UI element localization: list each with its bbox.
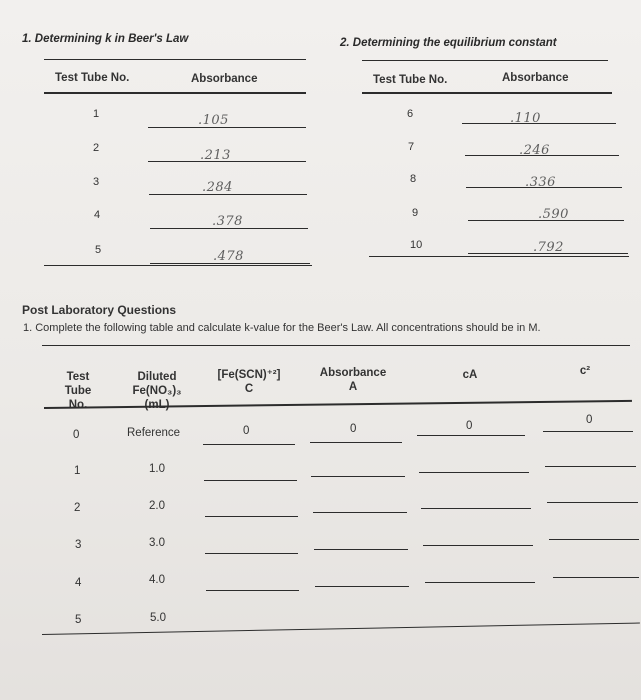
th-c2: c² — [579, 365, 591, 377]
s1-answer-line-2 — [148, 161, 306, 162]
s1-answer-line-3 — [149, 194, 307, 195]
row1-a-line — [311, 476, 405, 477]
s1-answer-line-5 — [150, 263, 310, 264]
row4-diluted: 4.0 — [149, 574, 165, 586]
th-absorbance — [313, 366, 393, 394]
row4-ca-line — [425, 582, 535, 583]
s2-tube-9: 9 — [412, 207, 419, 219]
s2-answer-line-7 — [465, 155, 619, 156]
row2-a-line — [313, 512, 407, 513]
s1-tube-3: 3 — [93, 176, 100, 188]
section1-header-rule — [44, 92, 306, 94]
s2-answer-line-10 — [468, 253, 628, 254]
row0-c2: 0 — [586, 414, 593, 426]
s1-tube-4: 4 — [94, 209, 101, 221]
s2-tube-8: 8 — [410, 173, 417, 185]
row0-c2-line — [543, 431, 633, 432]
th-tube-line3: No. — [68, 399, 88, 411]
row0-c-line — [203, 444, 295, 445]
row0-diluted: Reference — [127, 427, 181, 439]
section2-bottom-rule — [369, 256, 629, 257]
s1-abs-4: .378 — [212, 214, 243, 229]
s2-abs-10: .792 — [533, 240, 564, 255]
s2-abs-6: .110 — [510, 111, 541, 126]
s2-abs-9: .590 — [538, 207, 569, 222]
s1-tube-1: 1 — [93, 108, 100, 120]
row3-a-line — [314, 549, 408, 550]
row4-c-line — [206, 590, 299, 591]
row0-a: 0 — [350, 423, 357, 435]
s2-abs-8: .336 — [525, 175, 556, 190]
s2-tube-10: 10 — [410, 239, 423, 251]
row3-c2-line — [549, 539, 639, 540]
row2-c-line — [205, 516, 298, 517]
row2-c2-line — [547, 502, 638, 503]
s1-tube-5: 5 — [95, 244, 102, 256]
row0-ca: 0 — [466, 420, 473, 432]
row5-diluted: 5.0 — [150, 612, 166, 624]
s2-answer-line-6 — [462, 123, 616, 124]
postlab-question: 1. Complete the following table and calculate k-value for the Beer's Law. All concentrations should be in M. — [23, 322, 541, 334]
s2-answer-line-9 — [468, 220, 624, 221]
row4-a-line — [315, 586, 409, 587]
s2-tube-7: 7 — [408, 141, 415, 153]
row2-ca-line — [421, 508, 531, 509]
row0-tube: 0 — [73, 429, 80, 441]
row1-diluted: 1.0 — [149, 463, 165, 475]
section2-header-rule — [362, 92, 612, 94]
row1-c2-line — [545, 466, 636, 467]
s1-abs-5: .478 — [213, 249, 244, 264]
th-tube-line1: Test — [66, 371, 90, 383]
table-bottom-rule — [42, 623, 640, 635]
section2-rule — [362, 60, 608, 61]
row1-tube: 1 — [74, 465, 81, 477]
section1-col-tube: Test Tube No. — [55, 72, 130, 84]
s1-answer-line-1 — [148, 127, 306, 128]
th-tube-line2: Tube — [64, 385, 92, 397]
section1-bottom-rule — [44, 265, 312, 266]
s2-tube-6: 6 — [407, 108, 414, 120]
row5-tube: 5 — [75, 614, 82, 626]
row0-a-line — [310, 442, 402, 443]
th-ca: cA — [462, 369, 478, 381]
row2-tube: 2 — [74, 502, 81, 514]
postlab-question-rule — [42, 345, 630, 346]
s1-abs-3: .284 — [202, 180, 233, 195]
row4-c2-line — [553, 577, 639, 578]
section2-col-absorbance: Absorbance — [502, 72, 569, 84]
th-fe-line2: C — [244, 383, 254, 395]
section1-rule — [44, 59, 306, 60]
row3-tube: 3 — [75, 539, 82, 551]
s1-tube-2: 2 — [93, 142, 100, 154]
section2-title: 2. Determining the equilibrium constant — [340, 37, 557, 49]
th-abs-line1: Absorbance — [319, 367, 387, 379]
row0-ca-line — [417, 435, 525, 436]
section1-col-absorbance: Absorbance — [191, 73, 258, 85]
row3-ca-line — [423, 545, 533, 546]
s2-answer-line-8 — [466, 187, 622, 188]
row1-c-line — [204, 480, 297, 481]
section1-title: 1. Determining k in Beer's Law — [22, 33, 189, 45]
s2-abs-7: .246 — [519, 143, 550, 158]
s1-answer-line-4 — [150, 228, 308, 229]
row0-c: 0 — [243, 425, 250, 437]
row3-diluted: 3.0 — [149, 537, 165, 549]
row1-ca-line — [419, 472, 529, 473]
th-dil-line1: Diluted — [137, 371, 177, 383]
row2-diluted: 2.0 — [149, 500, 165, 512]
row3-c-line — [205, 553, 298, 554]
th-concentration — [204, 368, 294, 396]
th-abs-line2: A — [348, 381, 358, 393]
postlab-heading: Post Laboratory Questions — [22, 303, 177, 317]
th-fe-line1: [Fe(SCN)⁺²] — [217, 369, 281, 381]
th-dil-line3: (mL) — [144, 399, 170, 411]
s1-abs-1: .105 — [198, 113, 229, 128]
th-dil-line2: Fe(NO₃)₃ — [132, 385, 182, 397]
section2-col-tube: Test Tube No. — [373, 74, 448, 86]
s1-abs-2: .213 — [200, 148, 231, 163]
row4-tube: 4 — [75, 577, 82, 589]
